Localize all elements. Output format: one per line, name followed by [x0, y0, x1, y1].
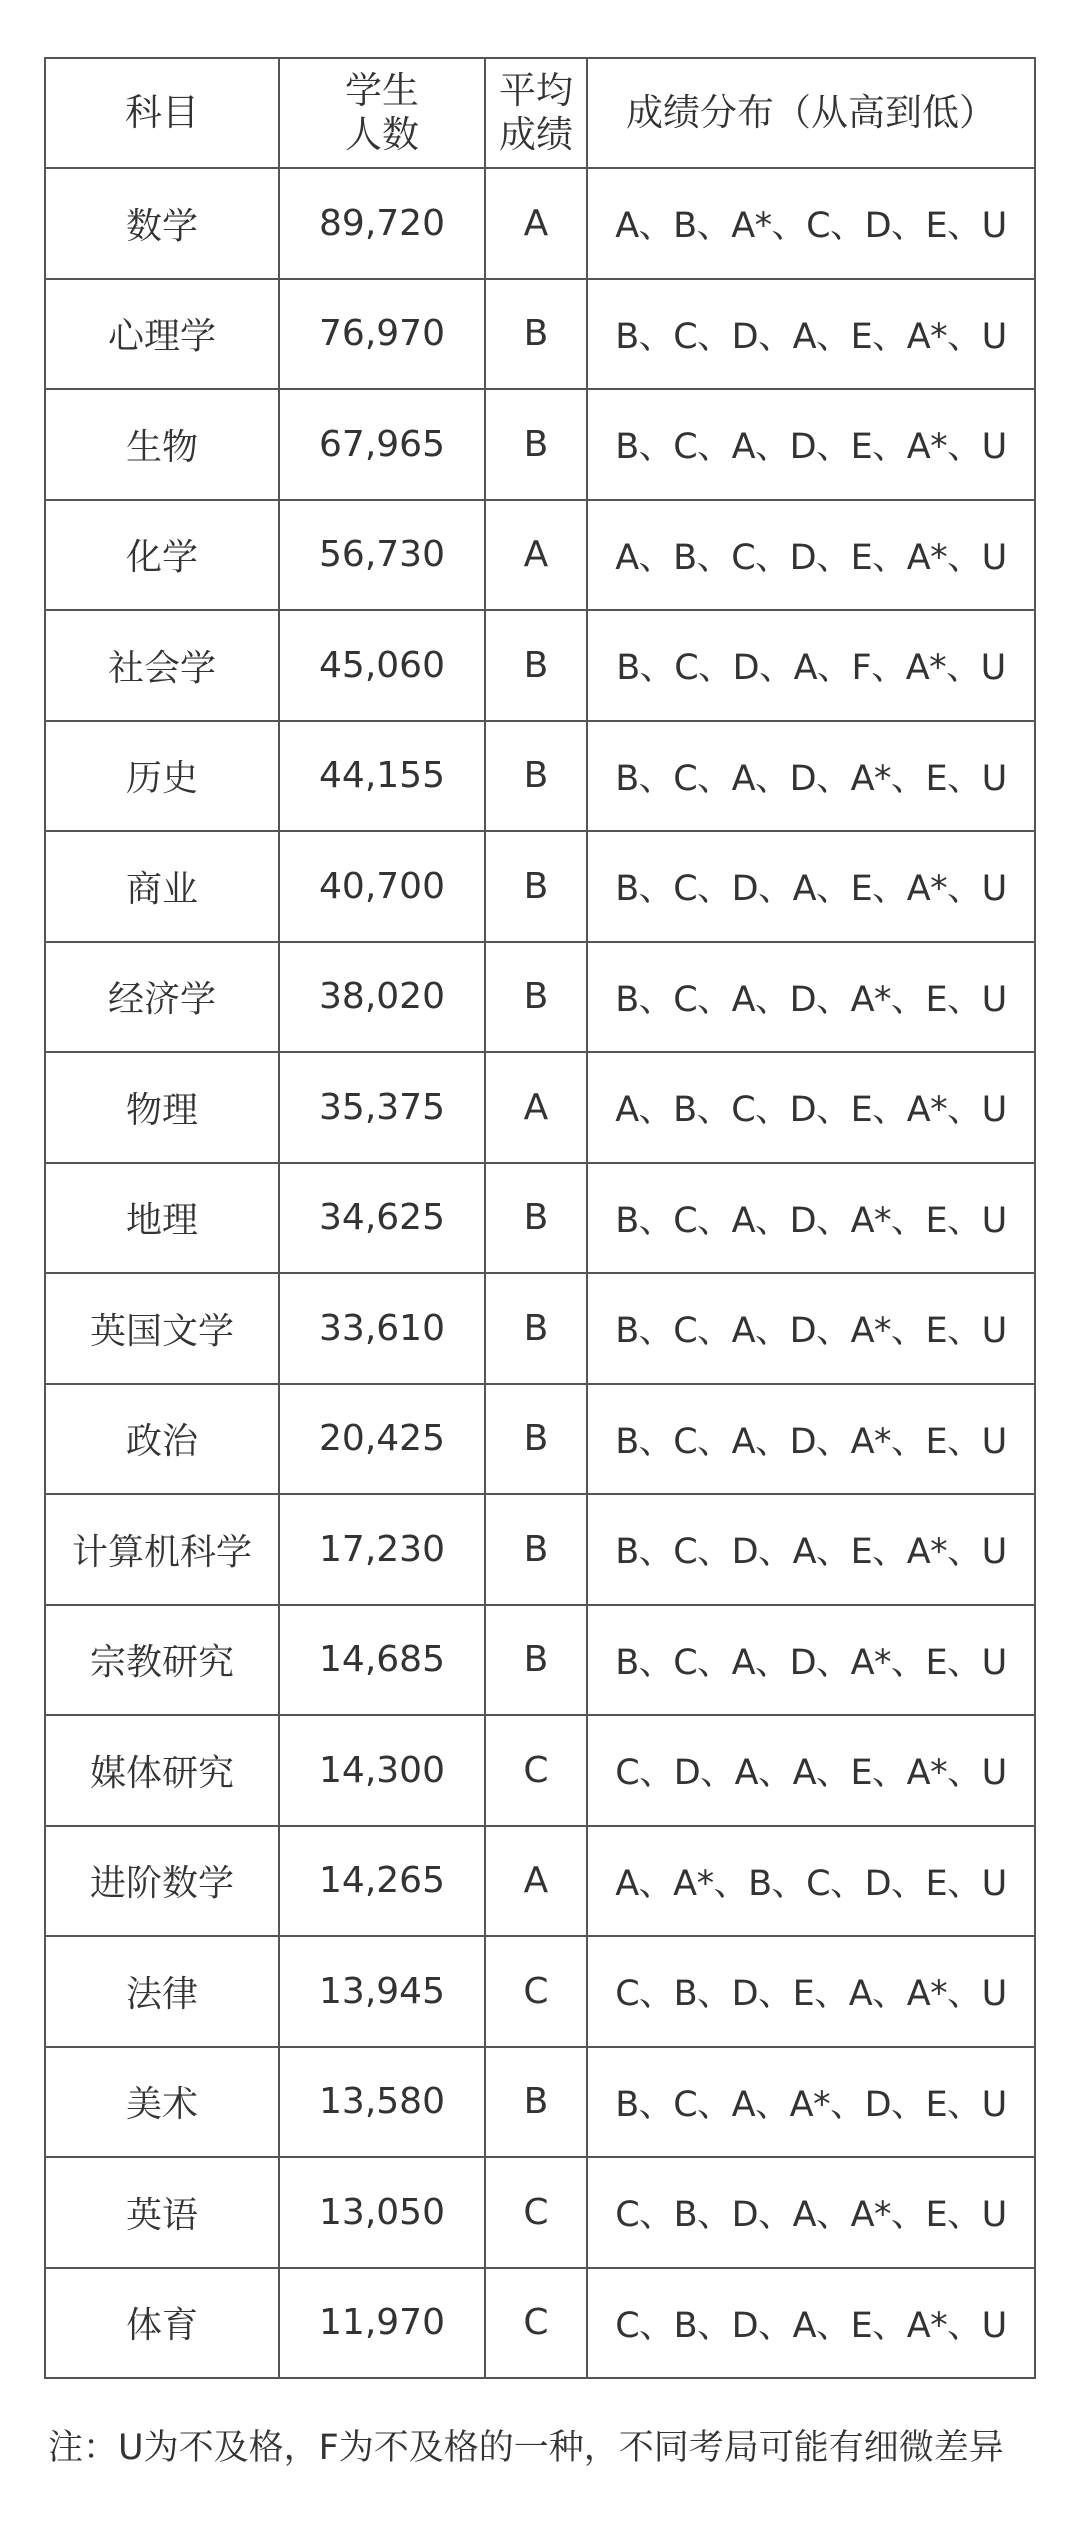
header-subject: 科目 — [45, 58, 279, 168]
students-cell: 45,060 — [279, 610, 485, 721]
subject-cell: 计算机科学 — [45, 1494, 279, 1605]
average-grade-cell: B — [485, 2047, 587, 2158]
students-cell: 38,020 — [279, 942, 485, 1053]
header-average-grade — [485, 58, 587, 168]
students-cell: 13,050 — [279, 2157, 485, 2268]
distribution-cell: B、C、A、D、A*、E、U — [587, 1605, 1035, 1716]
distribution-cell: C、D、A、A、E、A*、U — [587, 1715, 1035, 1826]
students-cell: 14,265 — [279, 1826, 485, 1937]
students-cell: 17,230 — [279, 1494, 485, 1605]
distribution-cell: B、C、D、A、E、A*、U — [587, 279, 1035, 390]
header-avg-line2: 成绩 — [499, 113, 573, 156]
header-students-line2: 人数 — [345, 113, 419, 156]
students-cell: 11,970 — [279, 2268, 485, 2379]
subject-cell: 化学 — [45, 500, 279, 611]
subject-cell: 数学 — [45, 168, 279, 279]
average-grade-cell: A — [485, 1826, 587, 1937]
distribution-cell: B、C、A、A*、D、E、U — [587, 2047, 1035, 2158]
subject-cell: 英语 — [45, 2157, 279, 2268]
average-grade-cell: B — [485, 279, 587, 390]
subject-cell: 宗教研究 — [45, 1605, 279, 1716]
subject-cell: 媒体研究 — [45, 1715, 279, 1826]
distribution-cell: C、B、D、A、E、A*、U — [587, 2268, 1035, 2379]
average-grade-cell: B — [485, 610, 587, 721]
students-cell: 13,945 — [279, 1936, 485, 2047]
table-body — [45, 168, 1035, 2378]
header-distribution: 成绩分布（从高到低） — [587, 58, 1035, 168]
subject-cell: 政治 — [45, 1384, 279, 1495]
footnote: 注：U为不及格，F为不及格的一种，不同考局可能有细微差异 — [48, 2428, 1004, 2468]
subject-cell: 法律 — [45, 1936, 279, 2047]
table-row — [45, 1052, 1035, 1163]
students-cell: 20,425 — [279, 1384, 485, 1495]
students-cell: 76,970 — [279, 279, 485, 390]
students-cell: 13,580 — [279, 2047, 485, 2158]
average-grade-cell: A — [485, 1052, 587, 1163]
students-cell: 34,625 — [279, 1163, 485, 1274]
table-row — [45, 279, 1035, 390]
table-row — [45, 389, 1035, 500]
table-row — [45, 1936, 1035, 2047]
table-row — [45, 1384, 1035, 1495]
subject-cell: 生物 — [45, 389, 279, 500]
average-grade-cell: B — [485, 389, 587, 500]
distribution-cell: B、C、A、D、A*、E、U — [587, 942, 1035, 1053]
header-students-line1: 学生 — [345, 69, 419, 112]
distribution-cell: C、B、D、A、A*、E、U — [587, 2157, 1035, 2268]
grade-distribution-table — [44, 57, 1036, 2379]
students-cell: 89,720 — [279, 168, 485, 279]
subject-cell: 社会学 — [45, 610, 279, 721]
distribution-cell: B、C、D、A、E、A*、U — [587, 831, 1035, 942]
students-cell: 56,730 — [279, 500, 485, 611]
average-grade-cell: A — [485, 168, 587, 279]
table-row — [45, 831, 1035, 942]
average-grade-cell: C — [485, 2157, 587, 2268]
subject-cell: 历史 — [45, 721, 279, 832]
average-grade-cell: B — [485, 831, 587, 942]
distribution-cell: B、C、A、D、A*、E、U — [587, 1273, 1035, 1384]
table-row — [45, 1273, 1035, 1384]
average-grade-cell: C — [485, 1936, 587, 2047]
table-row — [45, 2268, 1035, 2379]
header-avg-line1: 平均 — [499, 69, 573, 112]
table-header-row — [45, 58, 1035, 168]
table-row — [45, 1494, 1035, 1605]
average-grade-cell: B — [485, 1273, 587, 1384]
table-row — [45, 1826, 1035, 1937]
subject-cell: 商业 — [45, 831, 279, 942]
students-cell: 33,610 — [279, 1273, 485, 1384]
distribution-cell: B、C、A、D、A*、E、U — [587, 1163, 1035, 1274]
average-grade-cell: B — [485, 721, 587, 832]
distribution-cell: B、C、A、D、A*、E、U — [587, 721, 1035, 832]
table-row — [45, 1163, 1035, 1274]
distribution-cell: B、C、A、D、E、A*、U — [587, 389, 1035, 500]
distribution-cell: C、B、D、E、A、A*、U — [587, 1936, 1035, 2047]
table-row — [45, 168, 1035, 279]
distribution-cell: A、B、C、D、E、A*、U — [587, 1052, 1035, 1163]
average-grade-cell: B — [485, 942, 587, 1053]
average-grade-cell: C — [485, 2268, 587, 2379]
header-students — [279, 58, 485, 168]
table-row — [45, 1605, 1035, 1716]
average-grade-cell: B — [485, 1384, 587, 1495]
subject-cell: 物理 — [45, 1052, 279, 1163]
subject-cell: 地理 — [45, 1163, 279, 1274]
students-cell: 40,700 — [279, 831, 485, 942]
subject-cell: 进阶数学 — [45, 1826, 279, 1937]
table-row — [45, 2157, 1035, 2268]
table-row — [45, 610, 1035, 721]
subject-cell: 体育 — [45, 2268, 279, 2379]
average-grade-cell: B — [485, 1494, 587, 1605]
distribution-cell: B、C、A、D、A*、E、U — [587, 1384, 1035, 1495]
distribution-cell: B、C、D、A、E、A*、U — [587, 1494, 1035, 1605]
average-grade-cell: B — [485, 1163, 587, 1274]
distribution-cell: A、B、A*、C、D、E、U — [587, 168, 1035, 279]
average-grade-cell: C — [485, 1715, 587, 1826]
table-row — [45, 942, 1035, 1053]
students-cell: 67,965 — [279, 389, 485, 500]
table-row — [45, 2047, 1035, 2158]
students-cell: 35,375 — [279, 1052, 485, 1163]
students-cell: 14,685 — [279, 1605, 485, 1716]
subject-cell: 英国文学 — [45, 1273, 279, 1384]
students-cell: 44,155 — [279, 721, 485, 832]
students-cell: 14,300 — [279, 1715, 485, 1826]
table-row — [45, 721, 1035, 832]
average-grade-cell: B — [485, 1605, 587, 1716]
average-grade-cell: A — [485, 500, 587, 611]
subject-cell: 心理学 — [45, 279, 279, 390]
distribution-cell: B、C、D、A、F、A*、U — [587, 610, 1035, 721]
subject-cell: 经济学 — [45, 942, 279, 1053]
table-row — [45, 500, 1035, 611]
distribution-cell: A、A*、B、C、D、E、U — [587, 1826, 1035, 1937]
table-row — [45, 1715, 1035, 1826]
subject-cell: 美术 — [45, 2047, 279, 2158]
distribution-cell: A、B、C、D、E、A*、U — [587, 500, 1035, 611]
